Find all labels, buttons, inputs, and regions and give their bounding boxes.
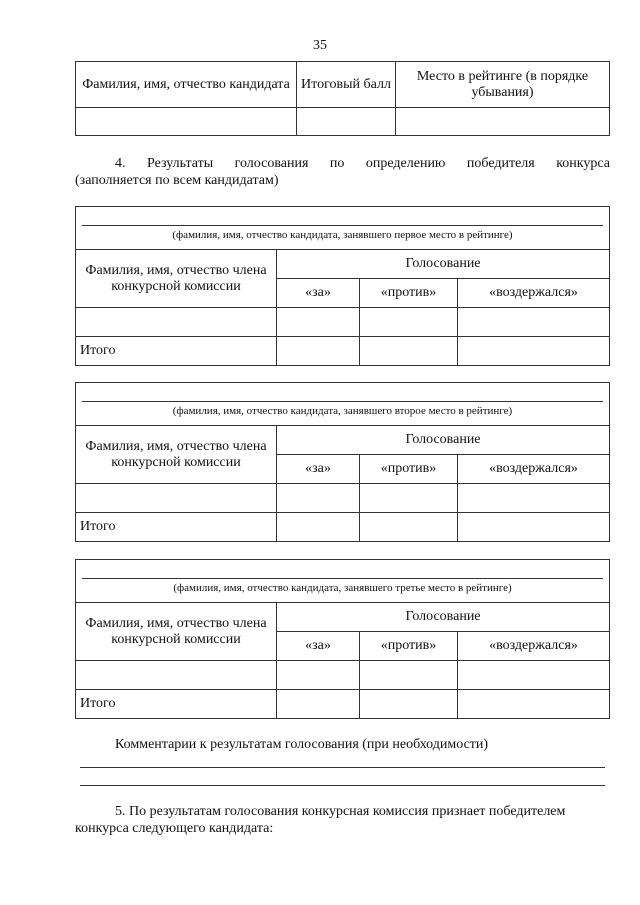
total-label: Итого (76, 337, 277, 366)
vote-cell[interactable] (76, 308, 277, 337)
total-cell[interactable] (277, 690, 360, 719)
total-label: Итого (76, 690, 277, 719)
total-cell[interactable] (360, 337, 458, 366)
rating-header-score: Итоговый балл (297, 62, 396, 108)
voting-header: Голосование (277, 250, 610, 279)
col-for: «за» (277, 279, 360, 308)
rating-cell[interactable] (396, 108, 610, 136)
candidate-name-line (82, 578, 603, 579)
vote-cell[interactable] (277, 661, 360, 690)
vote-grid (75, 602, 610, 719)
col-against: «против» (360, 279, 458, 308)
member-header: Фамилия, имя, отчество члена конкурсной комиссии (76, 603, 277, 661)
vote-table-second (75, 382, 610, 542)
rating-header-name: Фамилия, имя, отчество кандидата (76, 62, 297, 108)
candidate-name-line (82, 225, 603, 226)
comments-line[interactable] (80, 767, 605, 768)
col-abstain: «воздержался» (458, 279, 610, 308)
total-cell[interactable] (458, 513, 610, 542)
col-against: «против» (360, 455, 458, 484)
total-cell[interactable] (458, 337, 610, 366)
total-cell[interactable] (458, 690, 610, 719)
vote-cell[interactable] (76, 661, 277, 690)
rating-cell[interactable] (297, 108, 396, 136)
candidate-name-field[interactable] (75, 559, 610, 602)
candidate-name-field[interactable] (75, 382, 610, 425)
comments-section (75, 737, 610, 753)
voting-header: Голосование (277, 426, 610, 455)
vote-cell[interactable] (277, 308, 360, 337)
candidate-caption: (фамилия, имя, отчество кандидата, занявшего первое место в рейтинге) (172, 229, 513, 241)
total-label: Итого (76, 513, 277, 542)
vote-cell[interactable] (360, 661, 458, 690)
total-cell[interactable] (277, 513, 360, 542)
total-cell[interactable] (360, 513, 458, 542)
section-4 (75, 155, 610, 189)
total-cell[interactable] (277, 337, 360, 366)
vote-cell[interactable] (458, 308, 610, 337)
col-for: «за» (277, 455, 360, 484)
section-5-line1: 5. По результатам голосования конкурсная комиссия признает победителем (115, 804, 566, 819)
candidate-name-field[interactable] (75, 206, 610, 249)
vote-cell[interactable] (458, 661, 610, 690)
col-for: «за» (277, 632, 360, 661)
vote-grid (75, 249, 610, 366)
section-4-line2: (заполняется по всем кандидатам) (75, 173, 279, 188)
candidate-caption: (фамилия, имя, отчество кандидата, занявшего третье место в рейтинге) (173, 582, 512, 594)
rating-table (75, 61, 610, 136)
member-header: Фамилия, имя, отчество члена конкурсной комиссии (76, 426, 277, 484)
vote-grid (75, 425, 610, 542)
vote-cell[interactable] (76, 484, 277, 513)
vote-table-first (75, 206, 610, 366)
col-abstain: «воздержался» (458, 632, 610, 661)
vote-cell[interactable] (277, 484, 360, 513)
candidate-caption: (фамилия, имя, отчество кандидата, занявшего второе место в рейтинге) (172, 405, 513, 417)
vote-cell[interactable] (360, 308, 458, 337)
candidate-name-line (82, 401, 603, 402)
rating-header-place: Место в рейтинге (в порядке убывания) (396, 62, 610, 108)
page-number: 35 (313, 38, 327, 53)
section-5-line2: конкурса следующего кандидата: (75, 821, 274, 836)
section-5 (75, 803, 610, 837)
rating-cell[interactable] (76, 108, 297, 136)
comments-label: Комментарии к результатам голосования (при необходимости) (115, 737, 489, 752)
total-cell[interactable] (360, 690, 458, 719)
voting-header: Голосование (277, 603, 610, 632)
col-against: «против» (360, 632, 458, 661)
member-header: Фамилия, имя, отчество члена конкурсной комиссии (76, 250, 277, 308)
vote-cell[interactable] (458, 484, 610, 513)
col-abstain: «воздержался» (458, 455, 610, 484)
section-4-line1: 4. Результаты голосования по определению победителя конкурса (115, 156, 610, 171)
vote-cell[interactable] (360, 484, 458, 513)
comments-line[interactable] (80, 785, 605, 786)
vote-table-third (75, 559, 610, 719)
